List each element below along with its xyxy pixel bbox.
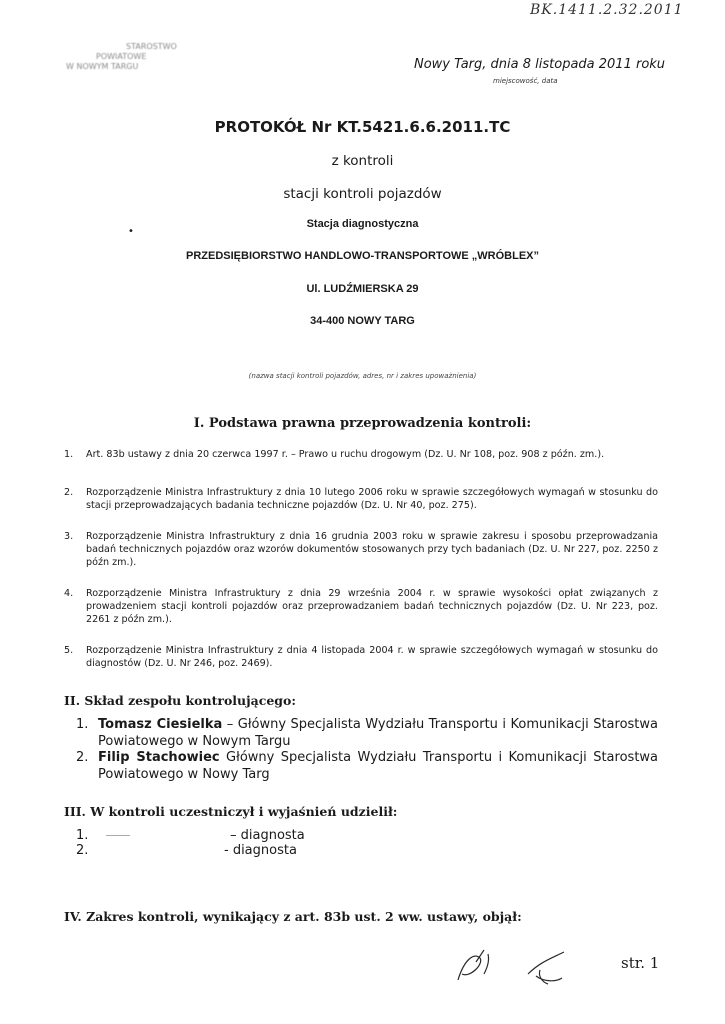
place-date-caption: miejscowość, data bbox=[493, 77, 558, 85]
member-role: – Główny Specjalista Wydziału Transportu i Komunikacji Starostwa Powiatowego w Nowym Targu bbox=[98, 717, 658, 749]
section-1-heading: I. Podstawa prawna przeprowadzenia kontroli: bbox=[193, 416, 532, 431]
item-text: Art. 83b ustawy z dnia 20 czerwca 1997 r. – Prawo u ruchu drogowym (Dz. U. Nr 108, poz. 908 z późn. zm.). bbox=[86, 449, 605, 460]
protocol-title: PROTOKÓŁ Nr KT.5421.6.6.2011.TC bbox=[214, 118, 511, 136]
station-caption: (nazwa stacji kontroli pojazdów, adres, nr i zakres upoważnienia) bbox=[248, 372, 477, 380]
office-stamp bbox=[56, 42, 216, 72]
stray-mark: • bbox=[128, 226, 134, 237]
participant-role: - diagnosta bbox=[224, 843, 297, 858]
stamp-line: POWIATOWE bbox=[96, 52, 147, 61]
station-name: PRZEDSIĘBIORSTWO HANDLOWO-TRANSPORTOWE „WRÓBLEX” bbox=[185, 250, 539, 262]
item-text: Rozporządzenie Ministra Infrastruktury z dnia 16 grudnia 2003 roku w sprawie zakresu i sposobu przeprowadzania badań technicznych pojazdów oraz wzorów dokumentów stosowanych przy tych badaniach (Dz. U. Nr 227, poz. 2250 z późn zm.). bbox=[86, 531, 658, 568]
subtitle-line-2: stacji kontroli pojazdów bbox=[283, 186, 442, 202]
member-name: Filip Stachowiec bbox=[98, 750, 220, 765]
station-type: Stacja diagnostyczna bbox=[306, 218, 419, 230]
participant bbox=[76, 843, 297, 859]
handwritten-reference: BK.1411.2.32.2011 bbox=[530, 2, 684, 18]
station-city: 34-400 NOWY TARG bbox=[310, 315, 415, 327]
member-name: Tomasz Ciesielka bbox=[98, 717, 223, 732]
item-number: 5. bbox=[64, 645, 74, 656]
item-number: 4. bbox=[64, 588, 74, 599]
item-text: Rozporządzenie Ministra Infrastruktury z dnia 4 listopada 2004 r. w sprawie szczegółowych wymagań w stosunku do diagnostów (Dz. U. Nr 246, poz. 2469). bbox=[86, 645, 658, 669]
participant-number: 2. bbox=[76, 843, 89, 858]
member-number: 1. bbox=[76, 717, 89, 732]
item-text: Rozporządzenie Ministra Infrastruktury z dnia 10 lutego 2006 roku w sprawie szczegółowych wymagań w stosunku do stacji przeprowadzających badania techniczne pojazdów (Dz. U. Nr 40, poz. 275). bbox=[86, 487, 658, 511]
stamp-line: STAROSTWO bbox=[126, 42, 177, 51]
item-text: Rozporządzenie Ministra Infrastruktury z dnia 29 września 2004 r. w sprawie wysokości opłat związanych z prowadzeniem stacji kontroli pojazdów oraz przeprowadzaniem badań technicznych pojazdów (Dz. U. Nr 223, poz. 2261 z późn zm.). bbox=[86, 588, 658, 625]
section-3-heading: III. W kontroli uczestniczył i wyjaśnień udzielił: bbox=[64, 804, 398, 819]
item-number: 2. bbox=[64, 487, 74, 498]
section-4-heading: IV. Zakres kontroli, wynikający z art. 83b ust. 2 ww. ustawy, objął: bbox=[64, 909, 522, 924]
participant-role: – diagnosta bbox=[230, 828, 305, 843]
stamp-line: W NOWYM TARGU bbox=[66, 62, 139, 71]
station-street: Ul. LUDŹMIERSKA 29 bbox=[306, 283, 419, 295]
member-number: 2. bbox=[76, 750, 89, 765]
member-role: Główny Specjalista Wydziału Transportu i Komunikacji Starostwa Powiatowego w Nowy Targ bbox=[98, 750, 659, 782]
redacted-name bbox=[106, 835, 130, 836]
item-number: 3. bbox=[64, 531, 74, 542]
item-number: 1. bbox=[64, 449, 74, 460]
subtitle-line-1: z kontroli bbox=[331, 153, 394, 169]
handwritten-signatures bbox=[440, 940, 600, 1000]
place-date: Nowy Targ, dnia 8 listopada 2011 roku bbox=[414, 57, 666, 72]
section-2-heading: II. Skład zespołu kontrolującego: bbox=[64, 693, 297, 708]
participant bbox=[76, 828, 305, 844]
participant-number: 1. bbox=[76, 828, 89, 843]
page-number: str. 1 bbox=[621, 954, 660, 972]
